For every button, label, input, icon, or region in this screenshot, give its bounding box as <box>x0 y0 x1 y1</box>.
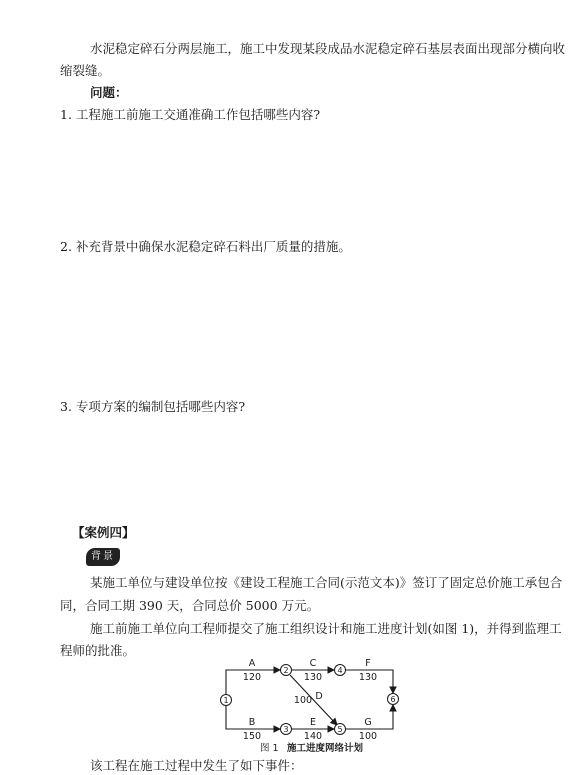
activity-g-name: G <box>364 717 372 728</box>
activity-f-name: F <box>365 658 371 669</box>
questions-heading: 问题： <box>90 85 128 100</box>
activity-d-duration: 100 <box>293 695 313 706</box>
node-1-label: 1 <box>223 696 229 705</box>
background-badge: 背景 <box>86 548 120 566</box>
activity-g-duration: 100 <box>358 731 378 742</box>
case-paragraph-3: 该工程在施工过程中发生了如下事件： <box>90 758 303 773</box>
case-paragraph-1-line-1: 某施工单位与建设单位按《建设工程施工合同(示范文本)》签订了固定总价施工承包合 <box>90 575 563 590</box>
node-6-label: 6 <box>390 695 396 704</box>
figure-number: 图 1 <box>260 743 279 754</box>
case-paragraph-2-line-1: 施工前施工单位向工程师提交了施工组织设计和施工进度计划(如图 1)，并得到监理工 <box>90 621 562 636</box>
node-2-label: 2 <box>283 666 289 675</box>
figure-caption: 施工进度网络计划 <box>287 743 364 754</box>
activity-b-duration: 150 <box>242 731 262 742</box>
activity-f-duration: 130 <box>358 672 378 683</box>
case-title: 【案例四】 <box>72 525 135 540</box>
node-4-label: 4 <box>337 666 343 675</box>
activity-c-duration: 130 <box>303 672 323 683</box>
activity-b-name: B <box>248 717 256 728</box>
activity-e-name: E <box>309 717 317 728</box>
activity-a-duration: 120 <box>242 672 262 683</box>
question-3: 3. 专项方案的编制包括哪些内容? <box>60 399 246 414</box>
background-line-1: 水泥稳定碎石分两层施工，施工中发现某段成品水泥稳定碎石基层表面出现部分横向收 <box>90 41 566 56</box>
background-line-2: 缩裂缝。 <box>60 63 111 78</box>
activity-a-name: A <box>248 658 256 669</box>
node-3-label: 3 <box>283 725 289 734</box>
activity-d-name: D <box>315 691 323 702</box>
node-5-label: 5 <box>337 725 343 734</box>
question-1: 1. 工程施工前施工交通准确工作包括哪些内容? <box>60 107 321 122</box>
activity-e-duration: 140 <box>303 731 323 742</box>
case-paragraph-2-line-2: 程师的批准。 <box>60 643 136 658</box>
activity-c-name: C <box>309 658 317 669</box>
question-2: 2. 补充背景中确保水泥稳定碎石料出厂质量的措施。 <box>60 239 351 254</box>
case-paragraph-1-line-2: 同，合同工期 390 天，合同总价 5000 万元。 <box>60 598 320 613</box>
